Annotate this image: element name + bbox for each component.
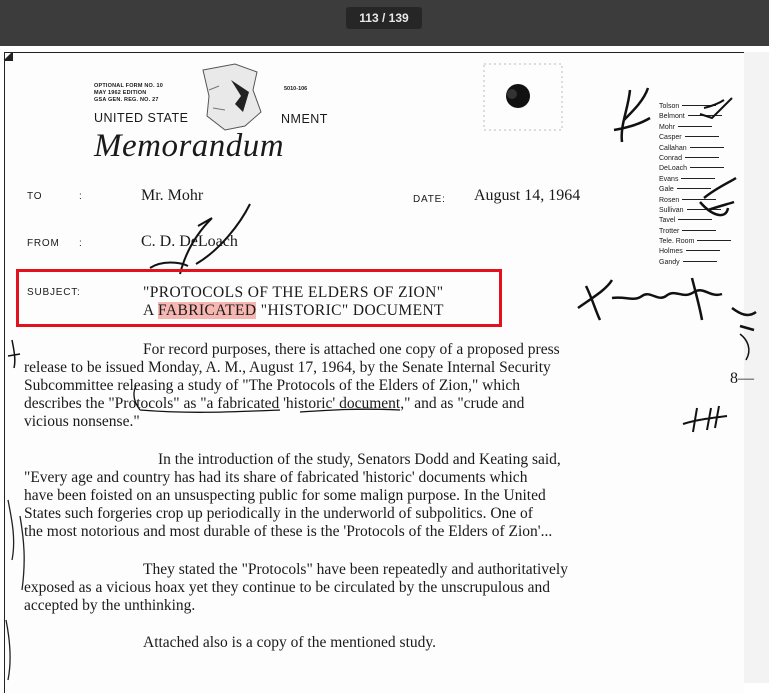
date-value: August 14, 1964 [474,187,581,204]
routing-item: Tolson [659,102,731,112]
to-colon: : [79,191,83,202]
subject-suffix: "HISTORIC" DOCUMENT [256,302,444,319]
date-label: DATE: [413,194,446,205]
handwritten-initials [140,200,260,280]
paragraph-2-line: "Every age and country has had its share of fabricated 'historic' documents which [24,469,528,486]
subject-label: SUBJECT: [27,287,81,298]
subject-line-1: "PROTOCOLS OF THE ELDERS OF ZION" [143,284,444,301]
subject-prefix: A [143,302,159,319]
routing-item: Casper [659,133,731,143]
routing-item: Sullivan [659,206,731,216]
routing-item: Holmes [659,247,731,257]
routing-item: Mohr [659,123,731,133]
hand-underline [130,380,410,420]
margin-initials [675,400,735,440]
routing-item: Tavel [659,216,731,226]
form-reg: GSA GEN. REG. NO. 27 [94,97,159,103]
routing-item: Tele. Room [659,237,731,247]
paragraph-1-line: release to be issued Monday, A. M., August 17, 1964, by the Senate Internal Security [24,359,551,376]
paragraph-2-line: In the introduction of the study, Senators Dodd and Keating said, [158,451,561,468]
highlighted-word: FABRICATED [158,302,257,319]
paragraph-3-line: accepted by the unthinking. [24,597,196,614]
memo-title: Memorandum [94,128,285,164]
to-label: TO [27,191,43,202]
agency-left: UNITED STATE [94,111,189,125]
paragraph-3-line: They stated the "Protocols" have been repeatedly and authoritatively [143,561,568,578]
routing-item: Evans [659,175,731,185]
viewer-toolbar [0,0,769,46]
paragraph-2-line: have been foisted on an unsuspecting public for some malign purpose. In the United [24,487,546,504]
handwritten-signature [572,268,762,338]
handwritten-checkmarks [600,70,750,230]
routing-item: Rosen [659,196,731,206]
routing-item: DeLoach [659,164,731,174]
routing-item: Gale [659,185,731,195]
paragraph-1-line: Subcommittee releasing a study of "The Protocols of the Elders of Zion," which [24,377,521,394]
form-number: OPTIONAL FORM NO. 10 [94,83,163,89]
routing-item: Trotter [659,227,731,237]
paragraph-2-line: the most notorious and most durable of these is the 'Protocols of the Elders of Zion'... [24,523,553,540]
ink-smudge [478,56,568,136]
routing-item: Callahan [659,144,731,154]
page-counter: 113 / 139 [346,7,422,29]
paragraph-2-line: States such forgeries crop up periodically in the underworld of subpolitics. One of [24,505,533,522]
from-value: C. D. DeLoach [141,233,238,250]
routing-item: Conrad [659,154,731,164]
agency-right: NMENT [281,112,328,126]
paragraph-3-line: exposed as a vicious hoax yet they continue to be circulated by the unscrupulous and [24,579,550,596]
form-edition: MAY 1962 EDITION [94,90,147,96]
routing-item: Belmont [659,112,731,122]
paragraph-1-line: describes the "Protocols" as "a fabricated 'historic' document," and as "crude and [24,395,525,412]
search-highlight-box [16,269,502,327]
paragraph-1-line: For record purposes, there is attached one copy of a proposed press [143,341,560,358]
page-corner-mark [4,52,21,69]
paragraph-4-line: Attached also is a copy of the mentioned study. [143,634,436,651]
margin-curl [736,330,766,370]
to-value: Mr. Mohr [141,187,204,204]
from-colon: : [79,238,83,249]
form-code: 5010-106 [284,86,308,92]
paragraph-1-line: vicious nonsense." [24,413,140,430]
margin-note: 8— [730,370,754,387]
routing-item: Gandy [659,258,731,268]
from-label: FROM [27,238,60,249]
form-header [94,83,163,104]
